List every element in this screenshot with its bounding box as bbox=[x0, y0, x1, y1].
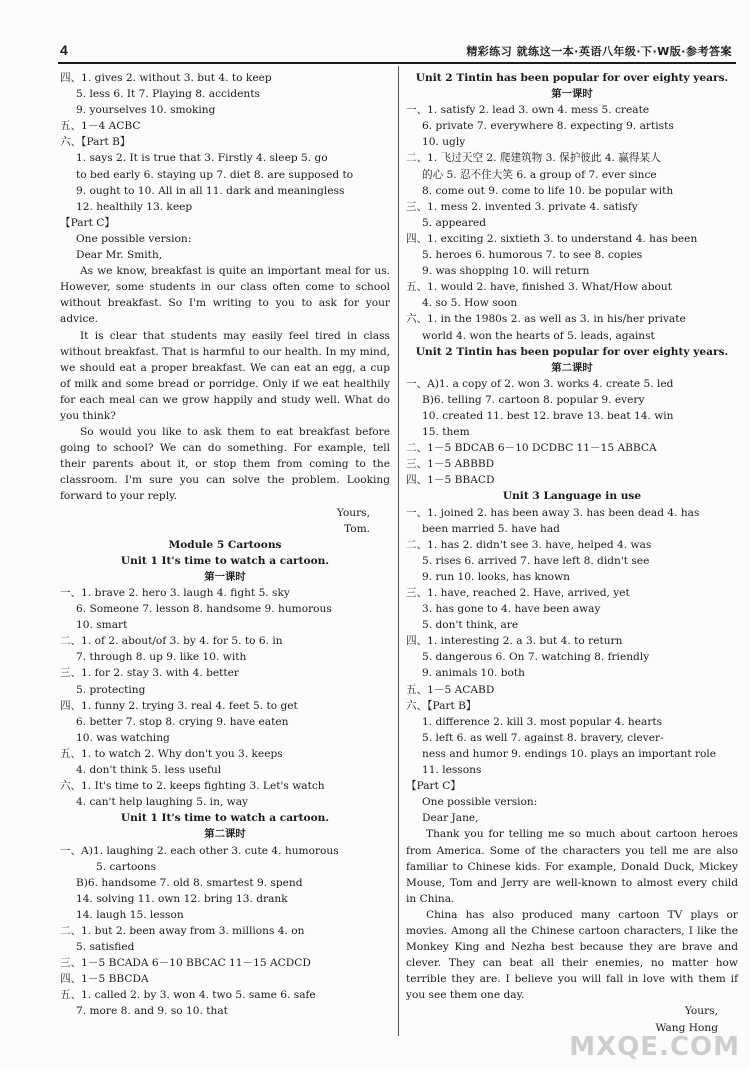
answer-line: 四、1. exciting 2. sixtieth 3. to understand 4. has been bbox=[406, 232, 698, 245]
answer-line: 7. more 8. and 9. so 10. that bbox=[76, 1005, 228, 1018]
answer-line: 8. come out 9. come to life 10. be popular with bbox=[422, 184, 674, 197]
letter-signature: Tom. bbox=[343, 522, 370, 535]
answer-line: 【Part C】 bbox=[406, 780, 461, 793]
answer-line: world 4. won the hearts of 5. leads, against bbox=[422, 329, 655, 342]
answer-line: 15. them bbox=[422, 426, 470, 439]
module-title: Module 5 Cartoons bbox=[168, 538, 282, 551]
answer-line: ness and humor 9. endings 10. plays an important role bbox=[422, 747, 717, 760]
answer-line: 4. don't think 5. less useful bbox=[76, 764, 222, 777]
answer-line: B)6. telling 7. cartoon 8. popular 9. every bbox=[422, 393, 645, 406]
answer-line: 9. run 10. looks, has known bbox=[422, 570, 570, 583]
answer-line: 三、1. mess 2. invented 3. private 4. satisfy bbox=[406, 200, 638, 213]
answer-line: 10. smart bbox=[76, 619, 128, 632]
letter-closing: Yours, bbox=[684, 1005, 718, 1018]
unit-title: Unit 1 It's time to watch a cartoon. bbox=[120, 812, 330, 825]
answer-line: to bed early 6. staying up 7. diet 8. are supposed to bbox=[76, 168, 354, 181]
answer-line: 5. appeared bbox=[422, 216, 487, 229]
answer-line: 四、1. interesting 2. a 3. but 4. to return bbox=[406, 635, 623, 648]
answer-line: 二、1. but 2. been away from 3. millions 4. on bbox=[60, 924, 305, 937]
answer-line: 一、1. joined 2. has been away 3. has been dead 4. has bbox=[406, 506, 700, 519]
left-column bbox=[60, 70, 390, 1020]
answer-line: 三、1－5 BCADA 6－10 BBCAC 11－15 ACDCD bbox=[60, 957, 311, 970]
unit-title: Unit 1 It's time to watch a cartoon. bbox=[120, 554, 330, 567]
answer-line: 4. so 5. How soon bbox=[422, 297, 518, 310]
answer-line: 五、1－5 ACABD bbox=[406, 683, 495, 696]
answer-line: 3. has gone to 4. have been away bbox=[422, 603, 601, 616]
answer-line: 5. rises 6. arrived 7. have left 8. didn't see bbox=[422, 554, 650, 567]
answer-line: 6. Someone 7. lesson 8. handsome 9. humorous bbox=[76, 603, 332, 616]
letter-paragraph: As we know, breakfast is quite an important meal for us. However, some students in our class often come to school without breakfast. So I'm writing to you to ask for your advice. bbox=[60, 265, 390, 326]
lesson-title: 第二课时 bbox=[551, 361, 593, 374]
answer-line: 5. satisfied bbox=[76, 941, 135, 954]
answer-line: 7. through 8. up 9. like 10. with bbox=[76, 651, 247, 664]
answer-line: 六、1. It's time to 2. keeps fighting 3. Let's watch bbox=[60, 780, 325, 793]
right-column bbox=[406, 70, 738, 1036]
answer-line: 12. healthily 13. keep bbox=[76, 200, 193, 213]
answer-line: 的心 5. 忍不住大笑 6. a group of 7. ever since bbox=[422, 168, 657, 181]
answer-line: 10. was watching bbox=[76, 731, 170, 744]
letter-paragraph: China has also produced many cartoon TV plays or movies. Among all the Chinese cartoon characters, I like the Monkey King and Nezha best because they are brave and clever. They can beat all their enemies, no matter how terrible they are. I believe you will fall in love with them if you see them one day. bbox=[406, 908, 738, 1002]
unit-title: Unit 3 Language in use bbox=[502, 490, 642, 503]
letter-signature: Wang Hong bbox=[655, 1021, 718, 1034]
answer-line: 六、【Part B】 bbox=[60, 136, 131, 149]
answer-line: 【Part C】 bbox=[60, 216, 115, 229]
answer-line: 1. difference 2. kill 3. most popular 4. hearts bbox=[422, 715, 663, 728]
answer-line: 10. ugly bbox=[422, 136, 466, 149]
page-header bbox=[58, 36, 736, 64]
answer-line: 6. private 7. everywhere 8. expecting 9. artists bbox=[422, 120, 674, 133]
letter-paragraph: Thank you for telling me so much about cartoon heroes from America. Some of the characters you tell me are also familiar to Chinese kids. For example, Donald Duck, Mickey Mouse, Tom and Jerry are well-known to almost every child in China. bbox=[406, 828, 738, 905]
answer-line: 5. dangerous 6. On 7. watching 8. friendly bbox=[422, 651, 650, 664]
answer-line: B)6. handsome 7. old 8. smartest 9. spend bbox=[76, 876, 303, 889]
answer-line: 14. solving 11. own 12. bring 13. drank bbox=[76, 892, 288, 905]
letter-closing: Yours, bbox=[336, 506, 370, 519]
answer-line: 四、1－5 BBACD bbox=[406, 474, 495, 487]
letter-greeting: Dear Mr. Smith, bbox=[76, 249, 163, 262]
answer-line: 一、A)1. a copy of 2. won 3. works 4. create 5. led bbox=[406, 377, 674, 390]
answer-line: 五、1. to watch 2. Why don't you 3. keeps bbox=[60, 747, 283, 760]
answer-line: 10. created 11. best 12. brave 13. beat 14. win bbox=[422, 409, 674, 422]
answer-line: 6. better 7. stop 8. crying 9. have eaten bbox=[76, 715, 289, 728]
answer-line: 9. ought to 10. All in all 11. dark and meaningless bbox=[76, 184, 345, 197]
answer-line: 一、A)1. laughing 2. each other 3. cute 4. humorous bbox=[60, 844, 339, 857]
answer-line: 5. left 6. as well 7. against 8. bravery, clever- bbox=[422, 731, 664, 744]
answer-line: One possible version: bbox=[76, 232, 192, 245]
answer-line: 5. less 6. It 7. Playing 8. accidents bbox=[76, 88, 260, 101]
answer-line: 三、1. for 2. stay 3. with 4. better bbox=[60, 667, 239, 680]
answer-line: 四、1. funny 2. trying 3. real 4. feet 5. to get bbox=[60, 699, 298, 712]
answer-line: 四、1. gives 2. without 3. but 4. to keep bbox=[60, 72, 272, 84]
answer-line: 二、1. has 2. didn't see 3. have, helped 4. was bbox=[406, 538, 652, 551]
page-number: 4 bbox=[60, 42, 68, 58]
answer-line: 二、1. 飞过天空 2. 爬建筑物 3. 保护彼此 4. 赢得某人 bbox=[406, 152, 661, 165]
answer-line: 六、1. in the 1980s 2. as well as 3. in his/her private bbox=[406, 313, 686, 326]
letter-greeting: Dear Jane, bbox=[422, 812, 479, 825]
answer-line: 9. yourselves 10. smoking bbox=[76, 104, 216, 117]
answer-line: 六、【Part B】 bbox=[406, 699, 477, 712]
unit-title: Unit 2 Tintin has been popular for over eighty years. bbox=[415, 72, 729, 84]
answer-line: 五、1－4 ACBC bbox=[60, 120, 141, 133]
answer-line: 五、1. would 2. have, finished 3. What/How about bbox=[406, 281, 672, 294]
answer-line: 二、1－5 BDCAB 6－10 DCDBC 11－15 ABBCA bbox=[406, 442, 657, 455]
lesson-title: 第一课时 bbox=[551, 88, 593, 101]
column-divider bbox=[398, 66, 399, 1036]
answer-line: 5. don't think, are bbox=[422, 619, 519, 632]
answer-line: been married 5. have had bbox=[422, 522, 560, 535]
answer-line: 9. animals 10. both bbox=[422, 667, 526, 680]
answer-line: 四、1－5 BBCDA bbox=[60, 973, 149, 986]
running-title: 精彩练习 就练这一本·英语八年级·下·W版·参考答案 bbox=[466, 45, 732, 58]
answer-line: 三、1－5 ABBBD bbox=[406, 458, 495, 471]
lesson-title: 第一课时 bbox=[204, 570, 246, 583]
answer-line: 14. laugh 15. lesson bbox=[76, 908, 184, 921]
answer-line: 1. says 2. It is true that 3. Firstly 4. sleep 5. go bbox=[76, 152, 328, 165]
answer-line: 5. heroes 6. humorous 7. to see 8. copies bbox=[422, 249, 643, 262]
answer-line: 二、1. of 2. about/of 3. by 4. for 5. to 6. in bbox=[60, 635, 283, 648]
answer-line: 5. protecting bbox=[76, 683, 146, 696]
answer-line: 五、1. called 2. by 3. won 4. two 5. same 6. safe bbox=[60, 989, 316, 1002]
answer-line: 一、1. satisfy 2. lead 3. own 4. mess 5. create bbox=[406, 104, 650, 117]
answer-line: 5. cartoons bbox=[96, 860, 157, 873]
answer-line: 一、1. brave 2. hero 3. laugh 4. fight 5. sky bbox=[60, 587, 290, 599]
site-watermark: MXQE.COM bbox=[569, 1032, 740, 1062]
lesson-title: 第二课时 bbox=[204, 828, 246, 841]
letter-paragraph: So would you like to ask them to eat breakfast before going to school? We can do something. For example, tell their parents about it, or stop them from coming to the classroom. I'm sure you can solve the problem. Looking forward to your reply. bbox=[60, 426, 390, 503]
answer-line: 三、1. have, reached 2. Have, arrived, yet bbox=[406, 587, 630, 599]
answer-line: 9. was shopping 10. will return bbox=[422, 265, 590, 278]
answer-line: 4. can't help laughing 5. in, way bbox=[76, 796, 248, 809]
unit-title: Unit 2 Tintin has been popular for over eighty years. bbox=[415, 345, 729, 358]
answer-line: One possible version: bbox=[422, 796, 538, 809]
letter-paragraph: It is clear that students may easily feel tired in class without breakfast. That is harmful to our health. In my mind, we should eat a proper breakfast. We can eat an egg, a cup of milk and some bread or porridge. Only if we eat healthily for each meal can we grow happily and study well. What do you think? bbox=[60, 329, 390, 422]
answer-line: 11. lessons bbox=[422, 764, 482, 777]
